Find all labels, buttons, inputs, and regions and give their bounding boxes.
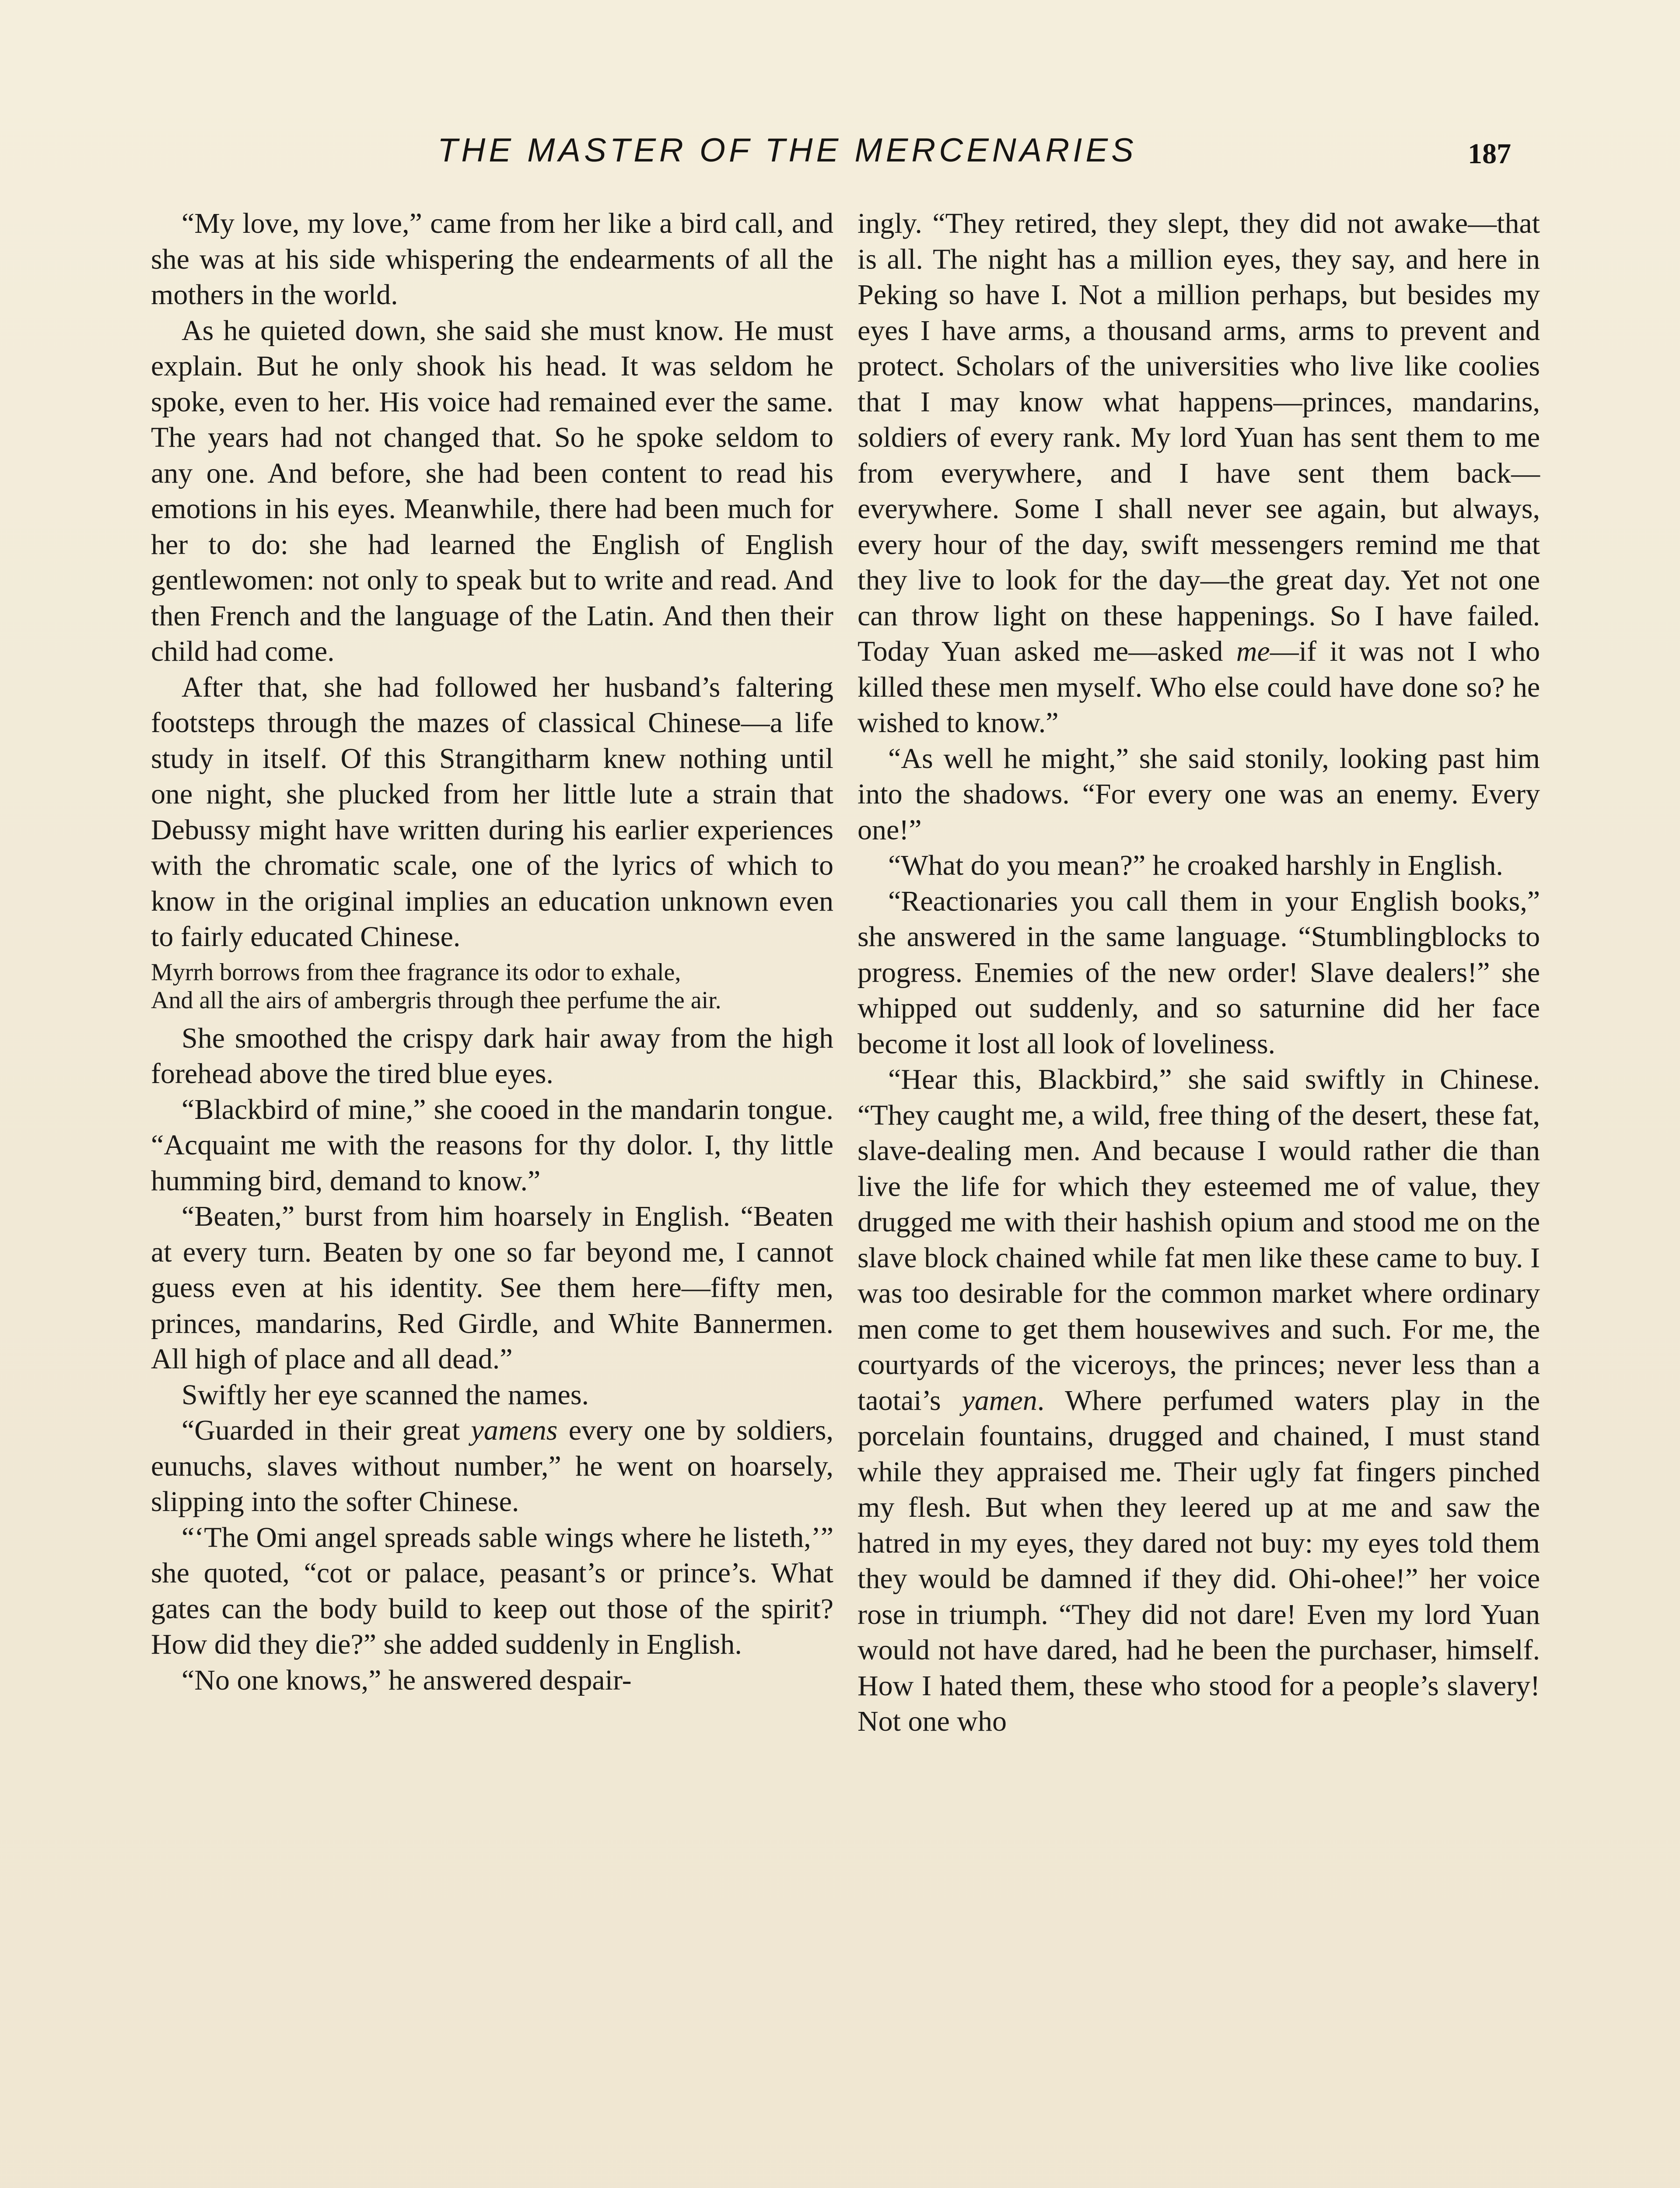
running-title: THE MASTER OF THE MERCENARIES — [438, 132, 1137, 169]
italic-term: me — [1236, 635, 1270, 667]
text-run: every one by soldiers, eunuchs, slaves without number,” he went on hoarsely, slipping into the softer Chinese. — [151, 1414, 833, 1518]
paragraph: Swiftly her eye scanned the names. — [182, 1378, 589, 1411]
paragraph — [858, 206, 1540, 741]
italic-term: yamen — [962, 1384, 1037, 1417]
paragraph: “Beaten,” burst from him hoarsely in English. “Beaten at every turn. Beaten by one so far beyond me, I cannot guess even at his identity. See them here—fifty men, princes, mandarins, Red Girdle, and White Bannermen. All high of place and all dead.” — [151, 1200, 833, 1375]
page-number: 187 — [1468, 138, 1511, 170]
italic-term: yamens — [471, 1414, 558, 1446]
paragraph — [151, 1413, 833, 1520]
verse-line: Myrrh borrows from thee fragrance its odor to exhale, — [151, 958, 681, 986]
paragraph: “Reactionaries you call them in your English books,” she answered in the same language. “Stumblingblocks to progress. Enemies of the new order! Slave dealers!” she whipped out suddenly, and so saturnine did her face become it lost all look of loveliness. — [858, 885, 1540, 1060]
paragraph: “No one knows,” he answered despair- — [182, 1664, 632, 1696]
paragraph: After that, she had followed her husband’s faltering footsteps through the mazes of classical Chinese—a life study in itself. Of this Strangitharm knew nothing until one night, she plucked from her little lute a strain that Debussy might have written during his earlier experiences with the chromatic scale, one of the lyrics of which to know in the original implies an education unknown even to fairly educated Chinese. — [151, 671, 833, 953]
paragraph: “What do you mean?” he croaked harshly in English. — [888, 849, 1503, 881]
left-column — [151, 206, 833, 1698]
paragraph: “Blackbird of mine,” she cooed in the mandarin tongue. “Acquaint me with the reasons for thy dolor. I, thy little humming bird, demand to know.” — [151, 1093, 833, 1197]
paragraph: “‘The Omi angel spreads sable wings where he listeth,’” she quoted, “cot or palace, peasant’s or prince’s. What gates can the body build to keep out those of the spirit? How did they die?” she added suddenly in English. — [151, 1521, 833, 1660]
text-run: . Where perfumed waters play in the porcelain fountains, drugged and chained, I must stand while they appraised me. Their ugly fat fingers pinched my flesh. But when they leered up at me and saw the hatred in my eyes, they dared not buy: my eyes told them they would be damned if they did. Ohi-ohee!” her voice rose in triumph. “They did not dare! Even my lord Yuan would not have dared, had he been the purchaser, himself. How I hated them, these who stood for a people’s slavery! Not one who — [858, 1384, 1540, 1737]
paragraph — [858, 1062, 1540, 1739]
text-run: ingly. “They retired, they slept, they did not awake—that is all. The night has a million eyes, they say, and here in Peking so have I. Not a million perhaps, but besides my eyes I have arms, a thousand arms, arms to prevent and protect. Scholars of the universities who live like coolies that I may know what happens—princes, mandarins, soldiers of every rank. My lord Yuan has sent them to me from everywhere, and I have sent them back—everywhere. Some I shall never see again, but always, every hour of the day, swift messengers remind me that they live to look for the day—the great day. Yet not one can throw light on these happenings. So I have failed. Today Yuan asked me—asked — [858, 207, 1540, 667]
paragraph: “My love, my love,” came from her like a bird call, and she was at his side whispering the endearments of all the mothers in the world. — [151, 207, 833, 311]
paragraph: She smoothed the crispy dark hair away from the high forehead above the tired blue eyes. — [151, 1022, 833, 1090]
paragraph: As he quieted down, she said she must know. He must explain. But he only shook his head. It was seldom he spoke, even to her. His voice had remained ever the same. The years had not changed that. So he spoke seldom to any one. And before, she had been content to read his emotions in his eyes. Meanwhile, there had been much for her to do: she had learned the English of English gentlewomen: not only to speak but to write and read. And then French and the language of the Latin. And then their child had come. — [151, 314, 833, 667]
verse-line: And all the airs of ambergris through thee perfume the air. — [151, 986, 721, 1014]
text-run: —if it was not I who killed these men myself. Who else could have done so? he wished to know.” — [858, 635, 1540, 739]
verse-quote — [151, 958, 833, 1014]
right-column — [858, 206, 1540, 1739]
paragraph: “As well he might,” she said stonily, looking past him into the shadows. “For every one was an enemy. Every one!” — [858, 742, 1540, 846]
text-run: “Guarded in their great — [182, 1414, 471, 1446]
text-run: “Hear this, Blackbird,” she said swiftly in Chinese. “They caught me, a wild, free thing of the desert, these fat, slave-dealing men. And because I would rather die than live the life for which they esteemed me of value, they drugged me with their hashish opium and stood me on the slave block chained while fat men like these came to buy. I was too desirable for the common market where ordinary men come to get them housewives and such. For me, the courtyards of the viceroys, the princes; never less than a taotai’s — [858, 1063, 1540, 1417]
